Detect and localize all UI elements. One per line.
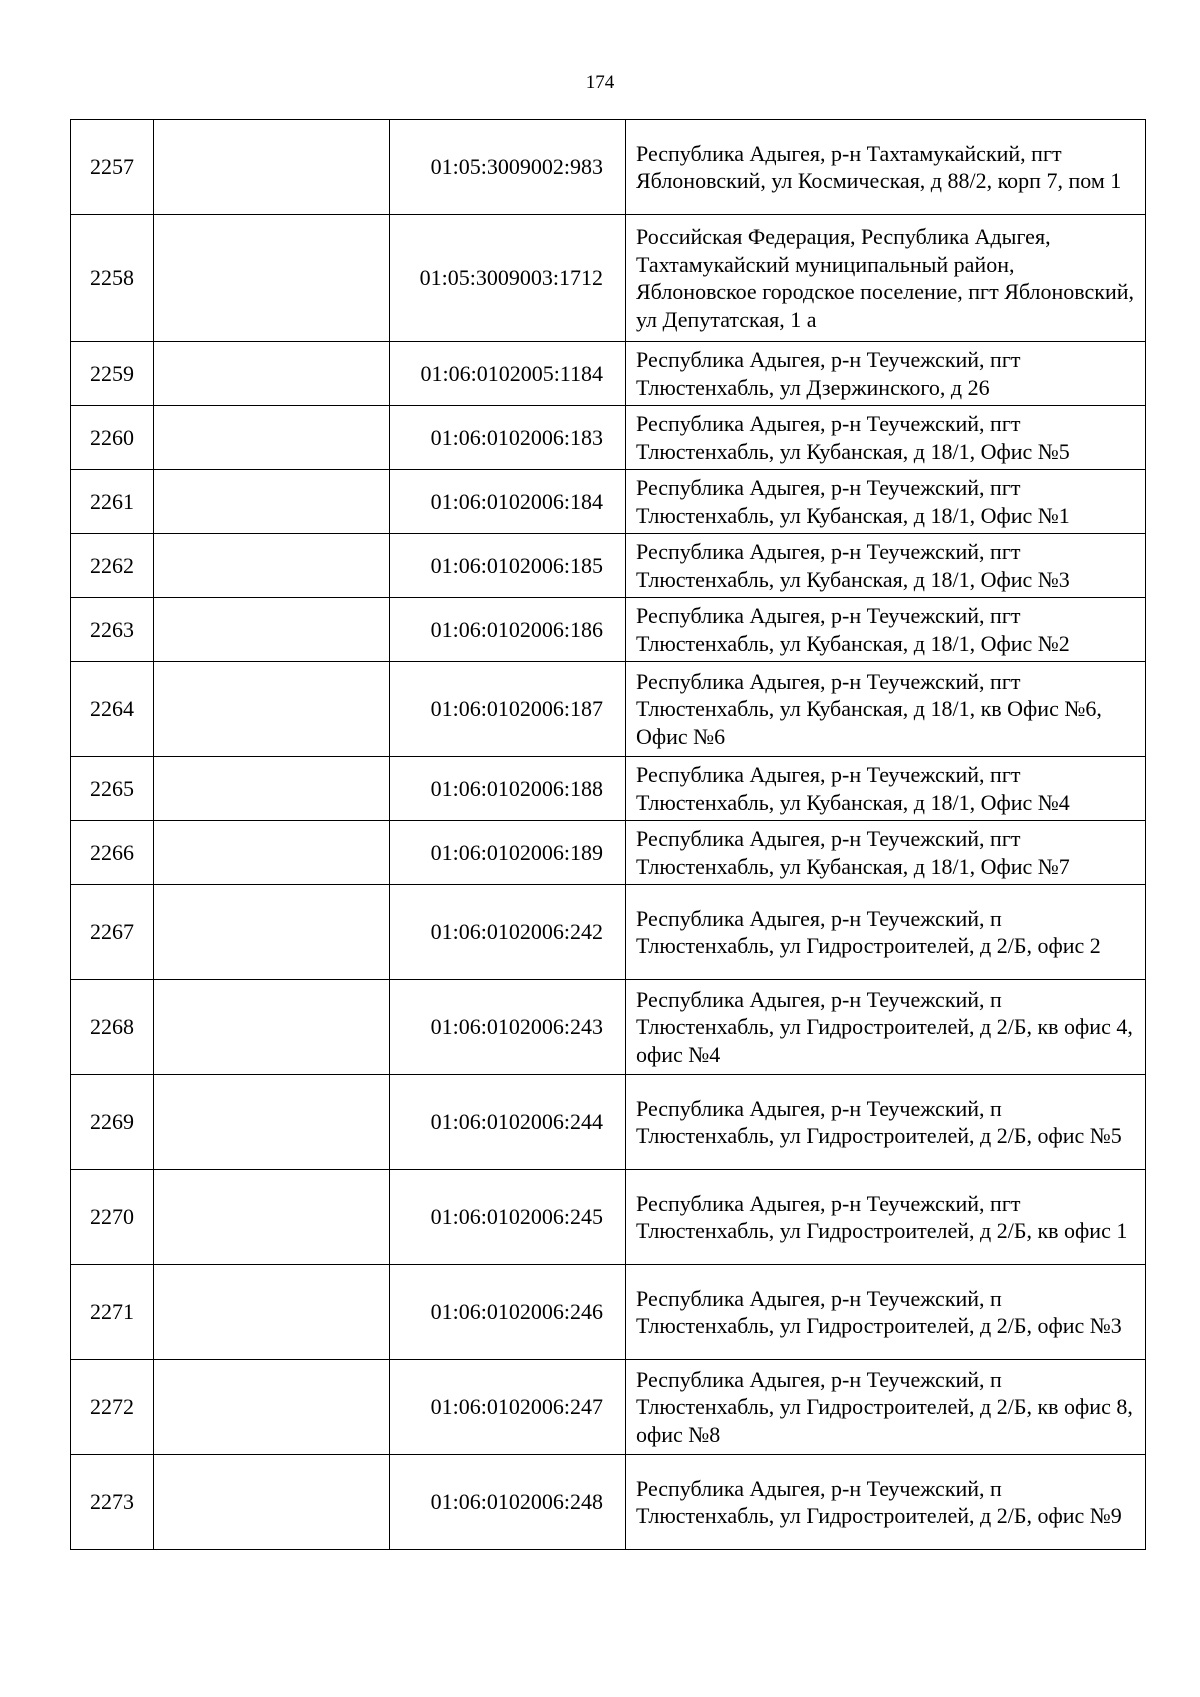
table-row xyxy=(71,470,1146,534)
registry-table-body xyxy=(71,120,1146,1550)
cadastral-number-cell: 01:06:0102006:246 xyxy=(390,1265,626,1360)
row-number-cell: 2268 xyxy=(71,980,154,1075)
empty-cell xyxy=(154,662,390,757)
cadastral-number-cell: 01:06:0102006:242 xyxy=(390,885,626,980)
empty-cell xyxy=(154,885,390,980)
empty-cell xyxy=(154,1360,390,1455)
empty-cell xyxy=(154,980,390,1075)
empty-cell xyxy=(154,470,390,534)
address-cell: Республика Адыгея, р-н Теучежский, п Тлюстенхабль, ул Гидростроителей, д 2/Б, офис 2 xyxy=(626,885,1146,980)
cadastral-number-cell: 01:06:0102006:247 xyxy=(390,1360,626,1455)
row-number-cell: 2257 xyxy=(71,120,154,215)
cadastral-number-cell: 01:06:0102006:245 xyxy=(390,1170,626,1265)
address-cell: Республика Адыгея, р-н Теучежский, пгт Тлюстенхабль, ул Дзержинского, д 26 xyxy=(626,342,1146,406)
empty-cell xyxy=(154,598,390,662)
table-row xyxy=(71,1360,1146,1455)
row-number-cell: 2265 xyxy=(71,757,154,821)
cadastral-number-cell: 01:06:0102006:183 xyxy=(390,406,626,470)
row-number-cell: 2273 xyxy=(71,1455,154,1550)
table-row xyxy=(71,1265,1146,1360)
cadastral-number-cell: 01:06:0102006:188 xyxy=(390,757,626,821)
row-number-cell: 2264 xyxy=(71,662,154,757)
address-cell: Республика Адыгея, р-н Теучежский, пгт Тлюстенхабль, ул Кубанская, д 18/1, Офис №2 xyxy=(626,598,1146,662)
row-number-cell: 2263 xyxy=(71,598,154,662)
table-row xyxy=(71,534,1146,598)
table-row xyxy=(71,406,1146,470)
page-number: 174 xyxy=(585,72,615,93)
empty-cell xyxy=(154,821,390,885)
empty-cell xyxy=(154,1455,390,1550)
registry-table xyxy=(70,119,1146,1550)
row-number-cell: 2271 xyxy=(71,1265,154,1360)
cadastral-number-cell: 01:05:3009002:983 xyxy=(390,120,626,215)
table-row xyxy=(71,342,1146,406)
empty-cell xyxy=(154,757,390,821)
row-number-cell: 2262 xyxy=(71,534,154,598)
address-cell: Республика Адыгея, р-н Теучежский, пгт Тлюстенхабль, ул Кубанская, д 18/1, Офис №7 xyxy=(626,821,1146,885)
address-cell: Республика Адыгея, р-н Теучежский, п Тлюстенхабль, ул Гидростроителей, д 2/Б, кв офис 8, офис №8 xyxy=(626,1360,1146,1455)
address-cell: Республика Адыгея, р-н Теучежский, пгт Тлюстенхабль, ул Кубанская, д 18/1, Офис №5 xyxy=(626,406,1146,470)
cadastral-number-cell: 01:06:0102006:184 xyxy=(390,470,626,534)
address-cell: Республика Адыгея, р-н Теучежский, пгт Тлюстенхабль, ул Кубанская, д 18/1, Офис №1 xyxy=(626,470,1146,534)
cadastral-number-cell: 01:06:0102006:187 xyxy=(390,662,626,757)
table-row xyxy=(71,1075,1146,1170)
empty-cell xyxy=(154,342,390,406)
row-number-cell: 2259 xyxy=(71,342,154,406)
address-cell: Республика Адыгея, р-н Теучежский, п Тлюстенхабль, ул Гидростроителей, д 2/Б, кв офис 4, офис №4 xyxy=(626,980,1146,1075)
row-number-cell: 2260 xyxy=(71,406,154,470)
address-cell: Республика Адыгея, р-н Теучежский, пгт Тлюстенхабль, ул Кубанская, д 18/1, Офис №3 xyxy=(626,534,1146,598)
address-cell: Республика Адыгея, р-н Теучежский, пгт Тлюстенхабль, ул Кубанская, д 18/1, Офис №4 xyxy=(626,757,1146,821)
row-number-cell: 2261 xyxy=(71,470,154,534)
empty-cell xyxy=(154,406,390,470)
cadastral-number-cell: 01:06:0102006:186 xyxy=(390,598,626,662)
address-cell: Республика Адыгея, р-н Теучежский, пгт Тлюстенхабль, ул Гидростроителей, д 2/Б, кв офис 1 xyxy=(626,1170,1146,1265)
row-number-cell: 2266 xyxy=(71,821,154,885)
cadastral-number-cell: 01:05:3009003:1712 xyxy=(390,215,626,342)
table-row xyxy=(71,1455,1146,1550)
address-cell: Республика Адыгея, р-н Тахтамукайский, пгт Яблоновский, ул Космическая, д 88/2, корп 7, пом 1 xyxy=(626,120,1146,215)
table-row xyxy=(71,598,1146,662)
table-row xyxy=(71,757,1146,821)
table-row xyxy=(71,1170,1146,1265)
table-row xyxy=(71,662,1146,757)
table-row xyxy=(71,120,1146,215)
row-number-cell: 2272 xyxy=(71,1360,154,1455)
empty-cell xyxy=(154,1170,390,1265)
cadastral-number-cell: 01:06:0102006:185 xyxy=(390,534,626,598)
address-cell: Республика Адыгея, р-н Теучежский, п Тлюстенхабль, ул Гидростроителей, д 2/Б, офис №5 xyxy=(626,1075,1146,1170)
cadastral-number-cell: 01:06:0102006:244 xyxy=(390,1075,626,1170)
empty-cell xyxy=(154,1075,390,1170)
address-cell: Республика Адыгея, р-н Теучежский, пгт Тлюстенхабль, ул Кубанская, д 18/1, кв Офис №6, Офис №6 xyxy=(626,662,1146,757)
table-row xyxy=(71,980,1146,1075)
empty-cell xyxy=(154,1265,390,1360)
cadastral-number-cell: 01:06:0102006:243 xyxy=(390,980,626,1075)
address-cell: Российская Федерация, Республика Адыгея, Тахтамукайский муниципальный район, Яблоновское городское поселение, пгт Яблоновский, ул Депутатская, 1 а xyxy=(626,215,1146,342)
table-row xyxy=(71,215,1146,342)
empty-cell xyxy=(154,215,390,342)
empty-cell xyxy=(154,120,390,215)
cadastral-number-cell: 01:06:0102006:248 xyxy=(390,1455,626,1550)
row-number-cell: 2269 xyxy=(71,1075,154,1170)
cadastral-number-cell: 01:06:0102006:189 xyxy=(390,821,626,885)
row-number-cell: 2258 xyxy=(71,215,154,342)
row-number-cell: 2267 xyxy=(71,885,154,980)
address-cell: Республика Адыгея, р-н Теучежский, п Тлюстенхабль, ул Гидростроителей, д 2/Б, офис №3 xyxy=(626,1265,1146,1360)
address-cell: Республика Адыгея, р-н Теучежский, п Тлюстенхабль, ул Гидростроителей, д 2/Б, офис №9 xyxy=(626,1455,1146,1550)
row-number-cell: 2270 xyxy=(71,1170,154,1265)
table-row xyxy=(71,885,1146,980)
cadastral-number-cell: 01:06:0102005:1184 xyxy=(390,342,626,406)
table-row xyxy=(71,821,1146,885)
empty-cell xyxy=(154,534,390,598)
